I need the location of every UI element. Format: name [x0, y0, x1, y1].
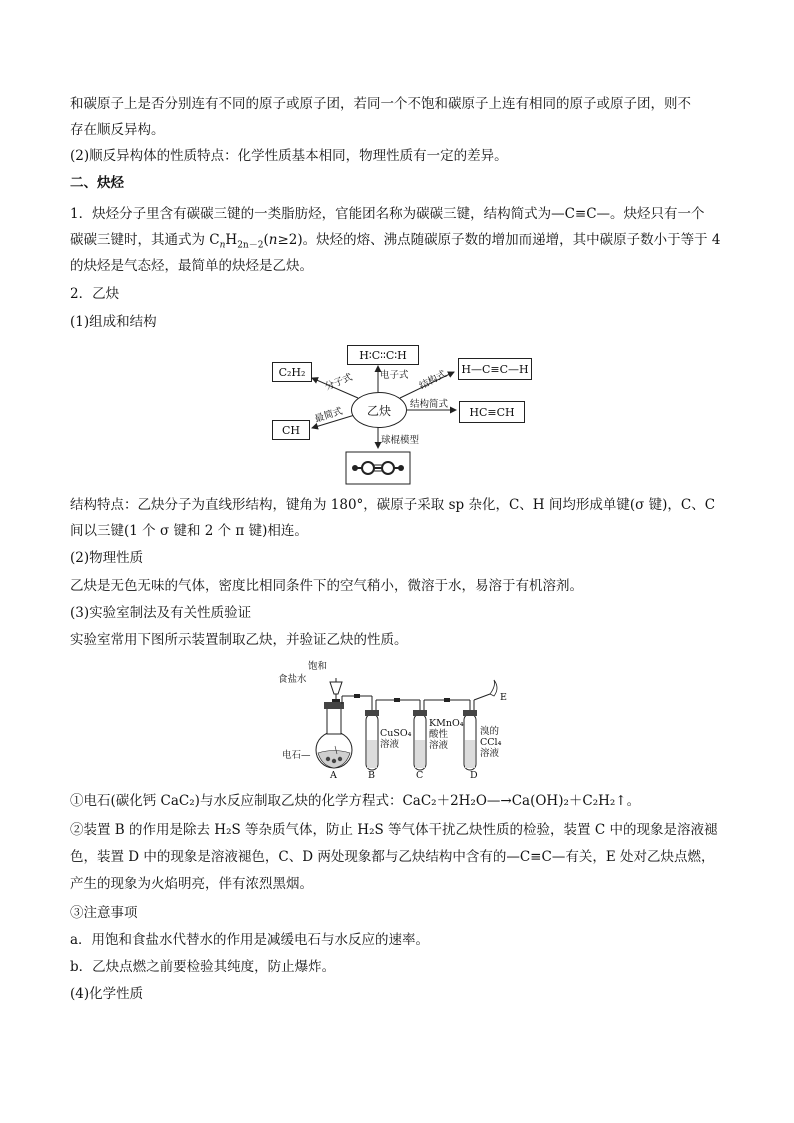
line6-sub: 2n－2 — [237, 240, 264, 251]
condensed-formula-box: HC≡CH — [459, 401, 525, 423]
line6-n: n — [219, 240, 226, 251]
para-line-13: 乙炔是无色无味的气体，密度比相同条件下的空气稍小，微溶于水，易溶于有机溶剂。 — [70, 578, 583, 594]
letter-a: A — [330, 770, 337, 781]
line6-a: 碳碳三键时，其通式为 C — [70, 232, 220, 248]
carbide-label: 电石— — [282, 750, 311, 761]
line6-d: n — [268, 232, 278, 248]
center-acetylene-node: 乙炔 — [351, 392, 407, 428]
para-line-1: 和碳原子上是否分别连有不同的原子或原子团，若同一个不饱和碳原子上连有相同的原子或原子团，则不 — [70, 96, 691, 112]
para-line-18: 色，装置 D 中的现象是溶液褪色，C、D 两处现象都与乙炔结构中含有的—C≡C—有关，E 处对乙炔点燃， — [70, 849, 715, 865]
para-line-10: 结构特点：乙炔分子为直线形结构，键角为 180°，碳原子采取 sp 杂化，C、H 间均形成单键(σ 键)，C、C — [70, 497, 716, 513]
para-line-22: b．乙炔点燃之前要检验其纯度，防止爆炸。 — [70, 959, 336, 975]
para-line-9: (1)组成和结构 — [70, 314, 157, 330]
molecular-formula-label: 分子式 — [323, 371, 355, 393]
structural-formula-box: H—C≡C—H — [458, 358, 532, 380]
para-line-7: 的炔烃是气态烃，最简单的炔烃是乙炔。 — [70, 258, 313, 274]
molecular-formula-box: C₂H₂ — [272, 362, 312, 382]
tube-c-solution-label: KMnO₄ 酸性 溶液 — [429, 718, 464, 751]
electron-formula-box: H∶C∶∶C∶H — [347, 345, 419, 365]
para-line-17: ②装置 B 的作用是除去 H₂S 等杂质气体，防止 H₂S 等气体干扰乙炔性质的检验，装置 C 中的现象是溶液褪 — [70, 822, 718, 838]
tube-d-solution-label: 溴的 CCl₄ 溶液 — [480, 726, 502, 759]
para-line-21: a．用饱和食盐水代替水的作用是减缓电石与水反应的速率。 — [70, 932, 430, 948]
funnel-label-1: 饱和 — [308, 661, 328, 672]
apparatus-diagram — [276, 658, 526, 784]
model-c-atom-right — [382, 462, 394, 474]
line6-c: ( — [263, 232, 269, 248]
para-line-3: (2)顺反异构体的性质特点：化学性质基本相同，物理性质有一定的差异。 — [70, 148, 508, 164]
apparatus-drawing — [276, 658, 526, 784]
empirical-formula-box: CH — [272, 420, 310, 440]
para-line-15: 实验室常用下图所示装置制取乙炔，并验证乙炔的性质。 — [70, 632, 408, 648]
para-line-11: 间以三键(1 个 σ 键和 2 个 π 键)相连。 — [70, 523, 308, 539]
letter-c: C — [416, 770, 424, 781]
model-c-atom-left — [362, 462, 374, 474]
para-line-6 — [70, 230, 730, 251]
letter-b: B — [368, 770, 375, 781]
para-line-5: 1．炔烃分子里含有碳碳三键的一类脂肪烃，官能团名称为碳碳三键，结构简式为—C≡C—。炔烃只有一个 — [70, 206, 705, 222]
empirical-formula-label: 最简式 — [313, 405, 344, 426]
para-line-8: 2．乙炔 — [70, 286, 120, 302]
tube-b-solution-label: CuSO₄ 溶液 — [380, 728, 412, 750]
para-line-2: 存在顺反异构。 — [70, 122, 165, 138]
model-h-atom-right — [398, 465, 404, 471]
line6-e: ≥2)。炔烃的熔、沸点随碳原子数的增加而递增，其中碳原子数小于等于 4 — [277, 232, 721, 248]
letter-e: E — [500, 692, 507, 703]
letter-d: D — [470, 770, 478, 781]
dropping-funnel — [330, 682, 342, 694]
para-line-23: (4)化学性质 — [70, 986, 144, 1002]
para-line-20: ③注意事项 — [70, 905, 138, 921]
condensed-formula-label: 结构简式 — [410, 399, 449, 410]
section-heading-alkyne: 二、炔烃 — [70, 175, 124, 191]
electron-formula-label: 电子式 — [380, 370, 409, 381]
para-line-19: 产生的现象为火焰明亮，伴有浓烈黑烟。 — [70, 876, 313, 892]
flame-e — [490, 680, 497, 696]
ball-stick-model-label: 球棍模型 — [381, 435, 420, 446]
model-h-atom-left — [352, 465, 358, 471]
structural-formula-label: 结构式 — [417, 368, 449, 392]
para-line-14: (3)实验室制法及有关性质验证 — [70, 605, 252, 621]
funnel-label-2: 食盐水 — [278, 674, 307, 685]
line6-b: H — [225, 232, 238, 248]
acetylene-structure-diagram — [260, 340, 550, 488]
para-line-12: (2)物理性质 — [70, 550, 144, 566]
para-line-16: ①电石(碳化钙 CaC₂)与水反应制取乙炔的化学方程式：CaC₂＋2H₂O—→Ca(OH)₂＋C₂H₂↑。 — [70, 793, 641, 809]
